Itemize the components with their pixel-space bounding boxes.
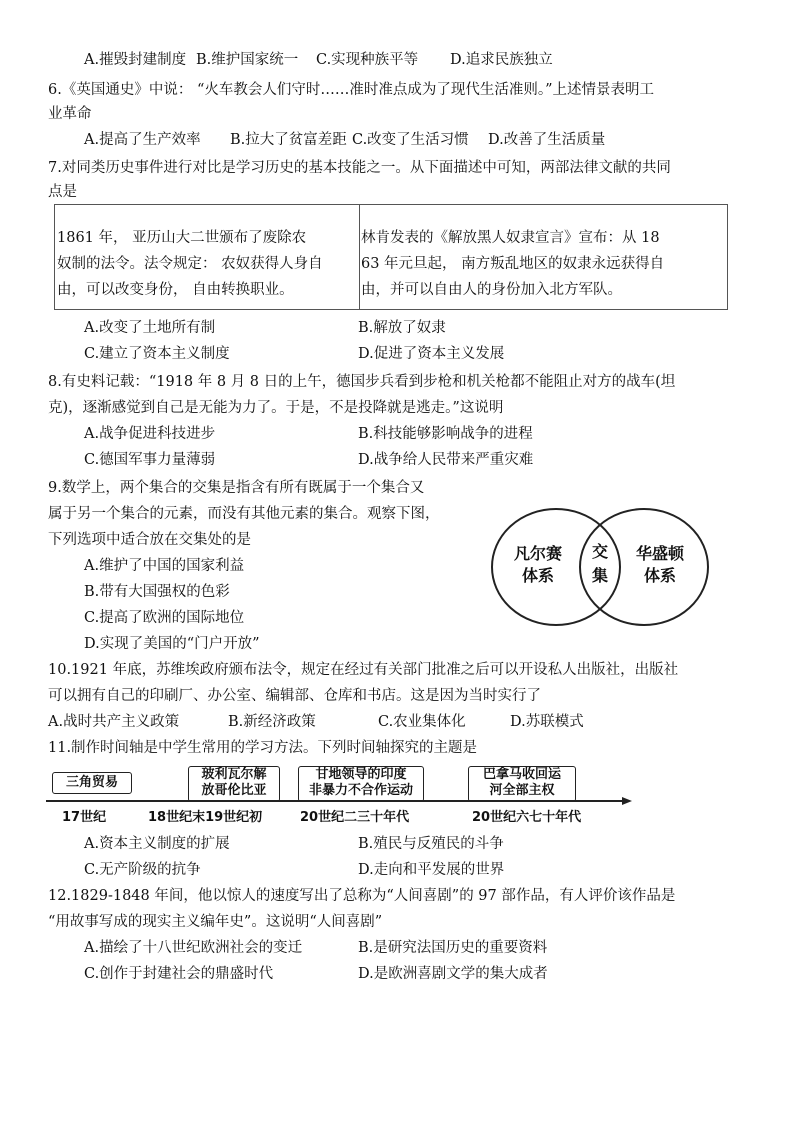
q10-stem-line-2: 可以拥有自己的印刷厂、办公室、编辑部、仓库和书店。这是因为当时实行了 — [48, 688, 541, 704]
timeline-event-text: 甘地领导的印度 — [315, 767, 407, 782]
timeline-event-text: 河全部主权 — [489, 783, 555, 798]
timeline-event-box — [52, 772, 132, 794]
q7-option-a[interactable]: A.改变了土地所有制 — [84, 320, 216, 336]
venn-diagram — [488, 505, 712, 631]
q11-stem-line-1: 11.制作时间轴是中学生常用的学习方法。下列时间轴探究的主题是 — [48, 740, 478, 756]
timeline-figure — [44, 766, 634, 830]
q7-stem-line-1: 7.对同类历史事件进行对比是学习历史的基本技能之一。从下面描述中可知，两部法律文献的共同 — [48, 160, 671, 176]
venn-left-label-1: 凡尔赛 — [513, 544, 563, 563]
left-cell-line: 1861 年， 亚历山大二世颁布了废除农 — [57, 230, 307, 246]
q10-option-c[interactable]: C.农业集体化 — [378, 714, 466, 730]
q8-option-b[interactable]: B.科技能够影响战争的进程 — [358, 426, 533, 442]
venn-left-label-2: 体系 — [521, 566, 555, 585]
q6-option-c[interactable]: C.改变了生活习惯 — [352, 132, 469, 148]
q7-option-b[interactable]: B.解放了奴隶 — [358, 320, 446, 336]
venn-mid-label-1: 交 — [591, 542, 609, 561]
q6-option-d[interactable]: D.改善了生活质量 — [488, 132, 606, 148]
timeline-label: 20世纪六七十年代 — [472, 810, 582, 825]
q6-stem-line-1: 6.《英国通史》中说： “火车教会人们守时……准时准点成为了现代生活准则。”上述情景表明工 — [48, 82, 655, 98]
timeline-axis-arrow — [44, 796, 634, 806]
q6-option-b[interactable]: B.拉大了贫富差距 — [230, 132, 347, 148]
right-cell-line: 由，并可以自由人的身份加入北方军队。 — [361, 282, 622, 298]
q11-option-a[interactable]: A.资本主义制度的扩展 — [84, 836, 230, 852]
q8-option-c[interactable]: C.德国军事力量薄弱 — [84, 452, 216, 468]
venn-mid-label-2: 集 — [591, 566, 609, 585]
timeline-event-text: 放哥伦比亚 — [201, 783, 267, 798]
q7-comparison-table — [54, 204, 728, 310]
left-cell-line: 奴制的法令。法令规定： 农奴获得人身自 — [57, 256, 323, 272]
timeline-label: 17世纪 — [62, 810, 107, 825]
q10-option-b[interactable]: B.新经济政策 — [228, 714, 316, 730]
q7-left-cell — [57, 225, 323, 303]
q9-option-d[interactable]: D.实现了美国的“门户开放” — [84, 636, 260, 652]
q12-stem-line-1: 12.1829-1848 年间，他以惊人的速度写出了总称为“人间喜剧”的 97 部作品，有人评价该作品是 — [48, 888, 676, 904]
timeline-event-text: 巴拿马收回运 — [482, 767, 561, 782]
q7-right-cell — [361, 225, 664, 303]
table-divider — [359, 205, 360, 309]
q12-option-b[interactable]: B.是研究法国历史的重要资料 — [358, 940, 548, 956]
timeline-label: 20世纪二三十年代 — [300, 810, 410, 825]
q11-option-c[interactable]: C.无产阶级的抗争 — [84, 862, 201, 878]
q7-option-c[interactable]: C.建立了资本主义制度 — [84, 346, 230, 362]
timeline-event-text: 非暴力不合作运动 — [308, 783, 413, 798]
q11-option-d[interactable]: D.走向和平发展的世界 — [358, 862, 505, 878]
q9-option-c[interactable]: C.提高了欧洲的国际地位 — [84, 610, 245, 626]
q5-option-a[interactable]: A.摧毁封建制度 — [84, 52, 187, 68]
q5-option-c[interactable]: C.实现种族平等 — [316, 52, 419, 68]
venn-right-label-2: 体系 — [643, 566, 677, 585]
q12-option-a[interactable]: A.描绘了十八世纪欧洲社会的变迁 — [84, 940, 303, 956]
q10-option-d[interactable]: D.苏联模式 — [510, 714, 584, 730]
q6-option-a[interactable]: A.提高了生产效率 — [84, 132, 201, 148]
q9-stem-line-2: 属于另一个集合的元素，而没有其他元素的集合。观察下图， — [48, 506, 440, 522]
timeline-label: 18世纪末19世纪初 — [148, 810, 263, 825]
timeline-event-text: 三角贸易 — [65, 775, 118, 790]
q5-option-b[interactable]: B.维护国家统一 — [196, 52, 299, 68]
q9-option-b[interactable]: B.带有大国强权的色彩 — [84, 584, 230, 600]
q11-option-b[interactable]: B.殖民与反殖民的斗争 — [358, 836, 504, 852]
q8-option-a[interactable]: A.战争促进科技进步 — [84, 426, 216, 442]
left-cell-line: 由，可以改变身份， 自由转换职业。 — [57, 282, 294, 298]
q12-option-d[interactable]: D.是欧洲喜剧文学的集大成者 — [358, 966, 548, 982]
q7-option-d[interactable]: D.促进了资本主义发展 — [358, 346, 505, 362]
q6-stem-line-2: 业革命 — [48, 106, 92, 122]
q7-stem-line-2: 点是 — [48, 184, 77, 200]
right-cell-line: 林肯发表的《解放黑人奴隶宣言》宣布：从 18 — [361, 230, 660, 246]
q5-option-d[interactable]: D.追求民族独立 — [450, 52, 553, 68]
q10-option-a[interactable]: A.战时共产主义政策 — [48, 714, 180, 730]
q9-stem-line-3: 下列选项中适合放在交集处的是 — [48, 532, 251, 548]
timeline-event-text: 玻利瓦尔解 — [201, 767, 267, 782]
q9-option-a[interactable]: A.维护了中国的国家利益 — [84, 558, 245, 574]
right-cell-line: 63 年元旦起， 南方叛乱地区的奴隶永远获得自 — [361, 256, 665, 272]
q8-stem-line-1: 8.有史料记载：“1918 年 8 月 8 日的上午，德国步兵看到步枪和机关枪都不能阻止对方的战车(坦 — [48, 374, 676, 390]
q12-option-c[interactable]: C.创作于封建社会的鼎盛时代 — [84, 966, 274, 982]
venn-right-label-1: 华盛顿 — [635, 544, 685, 563]
q9-stem-line-1: 9.数学上，两个集合的交集是指含有所有既属于一个集合又 — [48, 480, 425, 496]
q8-option-d[interactable]: D.战争给人民带来严重灾难 — [358, 452, 534, 468]
q10-stem-line-1: 10.1921 年底，苏维埃政府颁布法令，规定在经过有关部门批准之后可以开设私人出版社，出版社 — [48, 662, 679, 678]
q8-stem-line-2: 克)，逐渐感觉到自己是无能为力了。于是，不是投降就是逃走。”这说明 — [48, 400, 504, 416]
q12-stem-line-2: “用故事写成的现实主义编年史”。这说明“人间喜剧” — [48, 914, 383, 930]
